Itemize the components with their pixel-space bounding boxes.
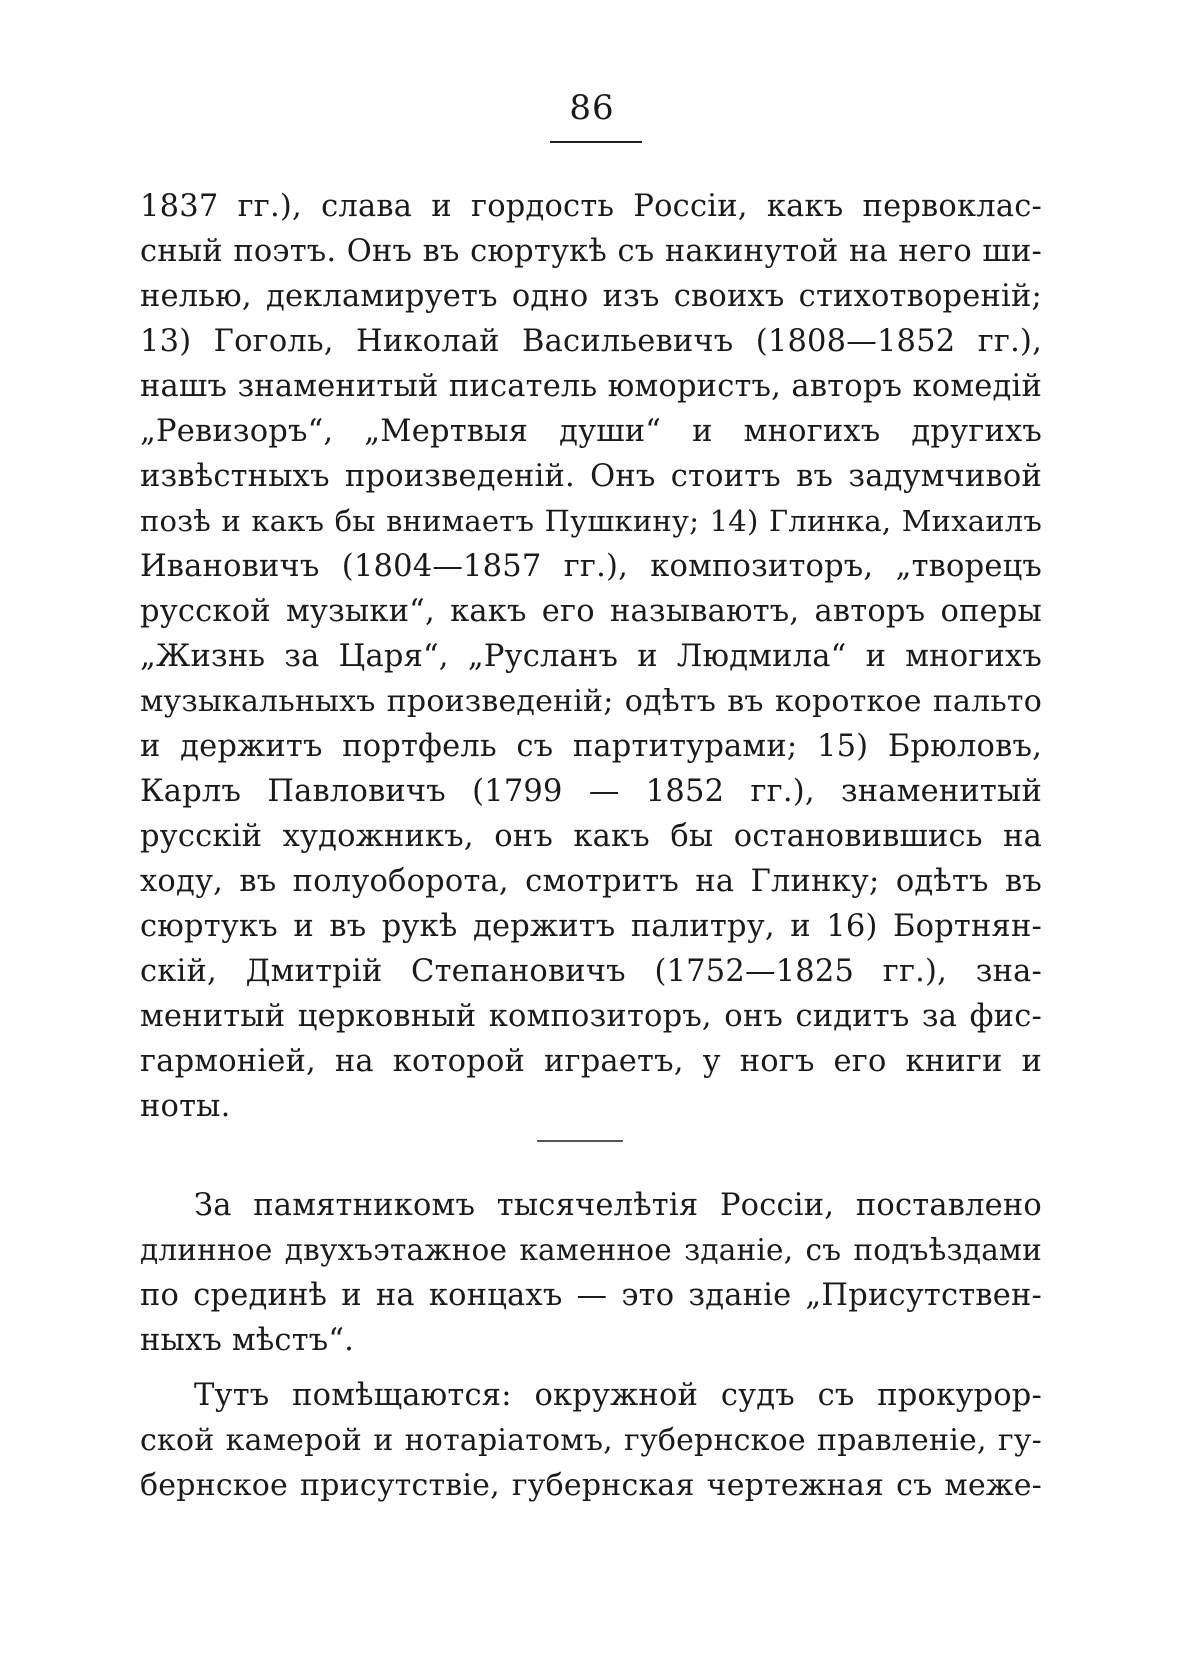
page-number-underline [550, 141, 642, 143]
text-line: бернское присутствіе, губернская чертежная съ меже- [140, 1468, 1042, 1503]
text-line: нелью, декламируетъ одно изъ своихъ стихотвореній; [140, 279, 1042, 314]
text-line: менитый церковный композиторъ, онъ сидитъ за фис- [140, 999, 1042, 1034]
text-line: Карлъ Павловичъ (1799 — 1852 гг.), знаменитый [140, 774, 1042, 809]
text-line: русской музыки“, какъ его называютъ, авторъ оперы [140, 594, 1042, 629]
page-number: 86 [569, 88, 615, 128]
text-line: 1837 гг.), слава и гордость Россіи, какъ первоклас- [140, 189, 1042, 224]
text-line: гармоніей, на которой играетъ, у ногъ его книги и [140, 1044, 1042, 1079]
text-line: „Ревизоръ“, „Мертвыя души“ и многихъ другихъ [140, 414, 1042, 449]
text-line: музыкальныхъ произведеній; одѣтъ въ короткое пальто [140, 684, 1042, 719]
text-line: „Жизнь за Царя“, „Русланъ и Людмила“ и многихъ [140, 639, 1042, 674]
text-line: ноты. [140, 1089, 231, 1124]
text-line: сюртукъ и въ рукѣ держитъ палитру, и 16) Бортнян- [140, 909, 1042, 944]
text-line: длинное двухъэтажное каменное зданіе, съ подъѣздами [140, 1233, 1042, 1267]
text-line: позѣ и какъ бы внимаетъ Пушкину; 14) Глинка, Михаилъ [140, 504, 1042, 538]
text-line: и держитъ портфель съ партитурами; 15) Брюловъ, [140, 729, 1042, 764]
text-block-new-section [140, 1183, 1042, 1508]
text-line: русскій художникъ, онъ какъ бы остановившись на [140, 819, 1042, 854]
text-line: извѣстныхъ произведеній. Онъ стоитъ въ задумчивой [140, 459, 1042, 494]
text-line: сный поэтъ. Онъ въ сюртукѣ съ накинутой на него ши- [140, 234, 1042, 269]
text-line: скій, Дмитрій Степановичъ (1752—1825 гг.), зна- [140, 954, 1042, 989]
text-line: За памятникомъ тысячелѣтія Россіи, поставлено [194, 1188, 1042, 1223]
text-line: ской камерой и нотаріатомъ, губернское правленіе, гу- [140, 1423, 1042, 1458]
text-line: по срединѣ и на концахъ — это зданіе „Присутствен- [140, 1278, 1042, 1313]
text-line: Ивановичъ (1804—1857 гг.), композиторъ, „творецъ [140, 549, 1042, 584]
text-line: 13) Гоголь, Николай Васильевичъ (1808—1852 гг.), [140, 324, 1042, 359]
text-line: Тутъ помѣщаются: окружной судъ съ прокурор- [194, 1378, 1042, 1413]
text-line: ныхъ мѣстъ“. [140, 1323, 355, 1358]
text-block-continued [140, 184, 1042, 1129]
text-line: ходу, въ полуоборота, смотритъ на Глинку; одѣтъ въ [140, 864, 1042, 899]
text-line: нашъ знаменитый писатель юмористъ, авторъ комедій [140, 369, 1042, 404]
section-divider [537, 1140, 623, 1142]
